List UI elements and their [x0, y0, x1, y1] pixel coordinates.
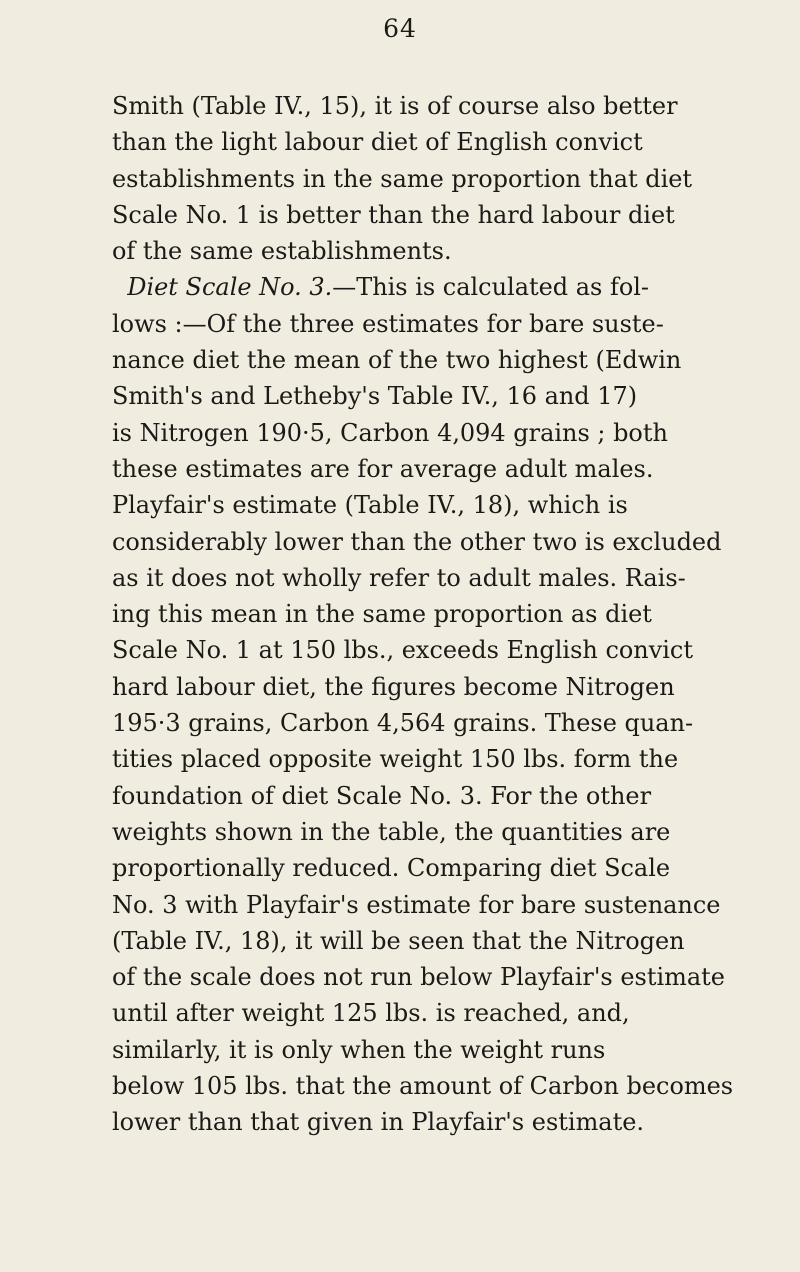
- text-line: ing this mean in the same proportion as diet: [112, 599, 652, 629]
- text-line: of the same establishments.: [112, 236, 452, 266]
- text-line: similarly, it is only when the weight runs: [112, 1034, 606, 1064]
- text-line: [112, 269, 790, 305]
- body-text: [112, 88, 800, 1141]
- text-line: than the light labour diet of English convict: [112, 127, 643, 157]
- text-line: Scale No. 1 at 150 lbs., exceeds English convict: [112, 635, 693, 665]
- text-line: hard labour diet, the figures become Nitrogen: [112, 671, 675, 701]
- text-line: 195·3 grains, Carbon 4,564 grains. These quan-: [112, 708, 694, 738]
- text-line: of the scale does not run below Playfair's estimate: [112, 962, 725, 992]
- text-line: Smith's and Letheby's Table IV., 16 and 17): [112, 381, 638, 411]
- text-line: considerably lower than the other two is excluded: [112, 526, 722, 556]
- text-line-rest: —This is calculated as fol-: [332, 272, 650, 302]
- page-number: 64: [383, 14, 417, 43]
- text-line: lows :—Of the three estimates for bare suste-: [112, 308, 664, 338]
- text-line: these estimates are for average adult males.: [112, 453, 654, 483]
- text-line: weights shown in the table, the quantities are: [112, 816, 671, 846]
- text-line: Playfair's estimate (Table IV., 18), which is: [112, 490, 628, 520]
- text-line: is Nitrogen 190·5, Carbon 4,094 grains ; both: [112, 417, 668, 447]
- text-line: establishments in the same proportion that diet: [112, 163, 693, 193]
- text-line: (Table IV., 18), it will be seen that the Nitrogen: [112, 925, 685, 955]
- text-line: proportionally reduced. Comparing diet Scale: [112, 853, 671, 883]
- text-line: tities placed opposite weight 150 lbs. form the: [112, 744, 679, 774]
- text-line: until after weight 125 lbs. is reached, and,: [112, 998, 630, 1028]
- text-line: lower than that given in Playfair's estimate.: [112, 1107, 645, 1137]
- text-line: as it does not wholly refer to adult males. Rais-: [112, 562, 686, 592]
- text-line: Smith (Table IV., 15), it is of course also better: [112, 91, 678, 120]
- text-line: No. 3 with Playfair's estimate for bare sustenance: [112, 889, 721, 919]
- text-line: below 105 lbs. that the amount of Carbon becomes: [112, 1071, 734, 1101]
- text-line: nance diet the mean of the two highest (Edwin: [112, 345, 682, 375]
- text-line: foundation of diet Scale No. 3. For the other: [112, 780, 652, 810]
- section-heading: Diet Scale No. 3.: [127, 272, 333, 302]
- text-line: Scale No. 1 is better than the hard labour diet: [112, 199, 675, 229]
